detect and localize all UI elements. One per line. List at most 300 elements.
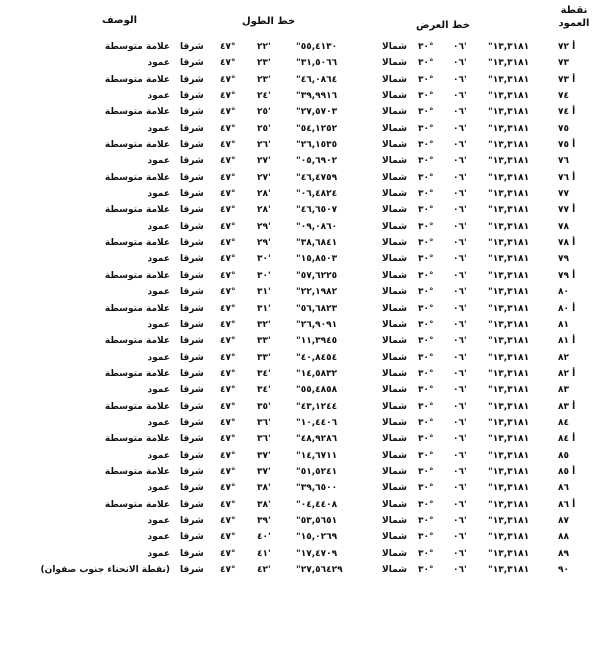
longitude-minutes: ٤١' [257, 548, 271, 559]
latitude-minutes: ٠٦' [453, 74, 467, 85]
latitude-minutes: ٠٦' [453, 336, 467, 347]
latitude-seconds: "١٣,٣١٨١ [488, 287, 530, 298]
longitude-direction: شرقا [180, 221, 204, 232]
latitude-minutes: ٠٦' [453, 42, 467, 52]
longitude-degrees: ٤٧° [220, 499, 236, 510]
latitude-seconds: "١٣,٣١٨١ [488, 107, 530, 118]
latitude-minutes: ٠٦' [453, 303, 467, 314]
point-number: ٨٨ [558, 532, 569, 543]
description: علامة متوسطة [104, 434, 170, 445]
latitude-direction: شمالا [382, 254, 407, 265]
longitude-direction: شرقا [180, 368, 204, 379]
table-row [0, 91, 600, 107]
longitude-degrees: ٤٧° [220, 156, 236, 167]
latitude-seconds: "١٣,٣١٨١ [488, 483, 530, 494]
latitude-minutes: ٠٦' [453, 107, 467, 118]
latitude-seconds: "١٣,٣١٨١ [488, 368, 530, 379]
latitude-direction: شمالا [382, 189, 407, 200]
latitude-minutes: ٠٦' [453, 385, 467, 396]
latitude-seconds: "١٣,٣١٨١ [488, 499, 530, 510]
description: علامة متوسطة [104, 238, 170, 249]
latitude-direction: شمالا [382, 140, 407, 151]
latitude-minutes: ٠٦' [453, 287, 467, 298]
longitude-direction: شرقا [180, 385, 204, 396]
latitude-minutes: ٠٦' [453, 238, 467, 249]
latitude-minutes: ٠٦' [453, 515, 467, 526]
point-number: أ ٧٢ [558, 42, 576, 52]
longitude-direction: شرقا [180, 319, 204, 330]
latitude-degrees: ٣٠° [418, 434, 434, 445]
longitude-degrees: ٤٧° [220, 303, 236, 314]
longitude-degrees: ٤٧° [220, 140, 236, 151]
table-row [0, 549, 600, 565]
table-row [0, 173, 600, 189]
table-row [0, 271, 600, 287]
latitude-direction: شمالا [382, 417, 407, 428]
point-number: ٧٩ [558, 254, 569, 265]
latitude-degrees: ٣٠° [418, 466, 434, 477]
longitude-direction: شرقا [180, 548, 204, 559]
latitude-degrees: ٣٠° [418, 352, 434, 363]
point-number: أ ٧٦ [558, 172, 576, 183]
latitude-degrees: ٣٠° [418, 140, 434, 151]
latitude-direction: شمالا [382, 368, 407, 379]
latitude-seconds: "١٣,٣١٨١ [488, 515, 530, 526]
description: عمود [147, 189, 170, 200]
latitude-degrees: ٣٠° [418, 303, 434, 314]
longitude-minutes: ٢٢' [257, 42, 271, 52]
description: عمود [147, 221, 170, 232]
longitude-seconds: "١٥,٨٥٠٣ [296, 254, 338, 265]
point-number: ٨٢ [558, 352, 569, 363]
longitude-degrees: ٤٧° [220, 58, 236, 69]
latitude-minutes: ٠٦' [453, 140, 467, 151]
description: علامة متوسطة [104, 140, 170, 151]
longitude-degrees: ٤٧° [220, 221, 236, 232]
description: عمود [147, 91, 170, 102]
longitude-direction: شرقا [180, 123, 204, 134]
point-number: أ ٨١ [558, 336, 576, 347]
longitude-seconds: "٢٢,١٩٨٢ [296, 287, 338, 298]
longitude-direction: شرقا [180, 156, 204, 167]
longitude-seconds: "٥٣,٥٦٥١ [296, 515, 338, 526]
latitude-direction: شمالا [382, 319, 407, 330]
latitude-seconds: "١٣,٣١٨١ [488, 303, 530, 314]
longitude-degrees: ٤٧° [220, 74, 236, 85]
latitude-seconds: "١٣,٣١٨١ [488, 466, 530, 477]
latitude-minutes: ٠٦' [453, 499, 467, 510]
table-row [0, 107, 600, 123]
longitude-degrees: ٤٧° [220, 483, 236, 494]
latitude-minutes: ٠٦' [453, 156, 467, 167]
latitude-direction: شمالا [382, 74, 407, 85]
point-number: أ ٨٥ [558, 466, 576, 477]
longitude-seconds: "٥٧,٦٢٢٥ [296, 270, 338, 281]
longitude-degrees: ٤٧° [220, 515, 236, 526]
latitude-direction: شمالا [382, 352, 407, 363]
latitude-seconds: "١٣,٣١٨١ [488, 417, 530, 428]
latitude-degrees: ٣٠° [418, 368, 434, 379]
longitude-minutes: ٣٥' [257, 401, 271, 412]
longitude-seconds: "٠٩,٠٨٦٠ [296, 221, 338, 232]
latitude-minutes: ٠٦' [453, 352, 467, 363]
point-number: ٨٦ [558, 483, 569, 494]
longitude-seconds: "٣٨,٦٨٤١ [296, 238, 338, 249]
table-row [0, 156, 600, 172]
longitude-seconds: "٤٦,٦٥٠٧ [296, 205, 338, 216]
point-number: أ ٧٧ [558, 205, 576, 216]
latitude-seconds: "١٣,٣١٨١ [488, 319, 530, 330]
longitude-seconds: "٢٧,٥٧٠٣ [296, 107, 338, 118]
description: علامة متوسطة [104, 401, 170, 412]
description: عمود [147, 515, 170, 526]
table-row [0, 418, 600, 434]
longitude-minutes: ٣٢' [257, 319, 271, 330]
point-number: أ ٨٠ [558, 303, 576, 314]
longitude-direction: شرقا [180, 238, 204, 249]
coordinates-table [0, 42, 600, 581]
description: علامة متوسطة [104, 172, 170, 183]
table-row [0, 205, 600, 221]
latitude-direction: شمالا [382, 532, 407, 543]
latitude-minutes: ٠٦' [453, 466, 467, 477]
latitude-seconds: "١٣,٣١٨١ [488, 401, 530, 412]
longitude-direction: شرقا [180, 189, 204, 200]
longitude-degrees: ٤٧° [220, 417, 236, 428]
latitude-direction: شمالا [382, 450, 407, 461]
table-row [0, 402, 600, 418]
longitude-degrees: ٤٧° [220, 319, 236, 330]
latitude-seconds: "١٣,٣١٨١ [488, 532, 530, 543]
latitude-degrees: ٣٠° [418, 548, 434, 559]
latitude-direction: شمالا [382, 156, 407, 167]
longitude-seconds: "٤٦,٠٨٦٤ [296, 74, 338, 85]
table-row [0, 451, 600, 467]
longitude-minutes: ٣٦' [257, 434, 271, 445]
description: عمود [147, 58, 170, 69]
longitude-seconds: "٥٥,٤٨٥٨ [296, 385, 338, 396]
latitude-direction: شمالا [382, 515, 407, 526]
description: عمود [147, 450, 170, 461]
longitude-degrees: ٤٧° [220, 270, 236, 281]
latitude-seconds: "١٣,٣١٨١ [488, 565, 530, 575]
description: علامة متوسطة [104, 107, 170, 118]
latitude-degrees: ٣٠° [418, 189, 434, 200]
longitude-direction: شرقا [180, 107, 204, 118]
longitude-degrees: ٤٧° [220, 532, 236, 543]
table-row [0, 58, 600, 74]
longitude-seconds: "٣١,٥٠٦٦ [296, 58, 338, 69]
longitude-degrees: ٤٧° [220, 287, 236, 298]
description: عمود [147, 156, 170, 167]
description: عمود [147, 385, 170, 396]
longitude-direction: شرقا [180, 303, 204, 314]
longitude-minutes: ٣٧' [257, 466, 271, 477]
latitude-minutes: ٠٦' [453, 254, 467, 265]
point-number: أ ٨٦ [558, 499, 576, 510]
latitude-direction: شمالا [382, 42, 407, 52]
longitude-degrees: ٤٧° [220, 548, 236, 559]
table-row [0, 320, 600, 336]
latitude-direction: شمالا [382, 123, 407, 134]
longitude-minutes: ٣٧' [257, 450, 271, 461]
longitude-degrees: ٤٧° [220, 450, 236, 461]
longitude-minutes: ٢٣' [257, 74, 271, 85]
longitude-seconds: "٥٥,٤١٣٠ [296, 42, 338, 52]
latitude-degrees: ٣٠° [418, 385, 434, 396]
longitude-minutes: ٢٣' [257, 58, 271, 69]
longitude-direction: شرقا [180, 42, 204, 52]
longitude-direction: شرقا [180, 91, 204, 102]
table-row [0, 304, 600, 320]
longitude-minutes: ٣٦' [257, 417, 271, 428]
table-row [0, 254, 600, 270]
longitude-minutes: ٣٤' [257, 385, 271, 396]
longitude-degrees: ٤٧° [220, 336, 236, 347]
longitude-seconds: "٠٦,٤٨٢٤ [296, 189, 338, 200]
latitude-direction: شمالا [382, 499, 407, 510]
longitude-seconds: "٢٦,٩٠٩١ [296, 319, 338, 330]
latitude-degrees: ٣٠° [418, 565, 434, 575]
longitude-minutes: ٣٠' [257, 254, 271, 265]
longitude-minutes: ٢٨' [257, 189, 271, 200]
longitude-seconds: "٠٥,٦٩٠٢ [296, 156, 338, 167]
latitude-direction: شمالا [382, 58, 407, 69]
longitude-degrees: ٤٧° [220, 205, 236, 216]
latitude-seconds: "١٣,٣١٨١ [488, 336, 530, 347]
latitude-direction: شمالا [382, 107, 407, 118]
latitude-minutes: ٠٦' [453, 565, 467, 575]
longitude-seconds: "١٧,٤٧٠٩ [296, 548, 338, 559]
latitude-degrees: ٣٠° [418, 515, 434, 526]
longitude-minutes: ٢٨' [257, 205, 271, 216]
latitude-seconds: "١٣,٣١٨١ [488, 434, 530, 445]
latitude-direction: شمالا [382, 287, 407, 298]
point-number: ٨٧ [558, 515, 569, 526]
longitude-seconds: "١٥,٠٢٦٩ [296, 532, 338, 543]
description: علامة متوسطة [104, 205, 170, 216]
latitude-degrees: ٣٠° [418, 270, 434, 281]
latitude-minutes: ٠٦' [453, 450, 467, 461]
latitude-seconds: "١٣,٣١٨١ [488, 385, 530, 396]
longitude-direction: شرقا [180, 483, 204, 494]
longitude-seconds: "٤٦,٤٧٥٩ [296, 172, 338, 183]
longitude-degrees: ٤٧° [220, 172, 236, 183]
table-row [0, 287, 600, 303]
longitude-seconds: "٥٤,١٢٥٢ [296, 123, 338, 134]
longitude-minutes: ٣٣' [257, 352, 271, 363]
latitude-minutes: ٠٦' [453, 532, 467, 543]
longitude-degrees: ٤٧° [220, 42, 236, 52]
longitude-minutes: ٤٢' [257, 565, 271, 575]
longitude-direction: شرقا [180, 74, 204, 85]
longitude-direction: شرقا [180, 172, 204, 183]
longitude-seconds: "١٠,٤٤٠٦ [296, 417, 338, 428]
header-latitude: خط العرض [416, 20, 470, 31]
latitude-direction: شمالا [382, 548, 407, 559]
point-number: أ ٨٣ [558, 401, 576, 412]
point-number: أ ٧٩ [558, 270, 576, 281]
longitude-direction: شرقا [180, 532, 204, 543]
longitude-seconds: "٣٩,٩٩١٦ [296, 91, 338, 102]
longitude-direction: شرقا [180, 417, 204, 428]
latitude-direction: شمالا [382, 221, 407, 232]
latitude-direction: شمالا [382, 434, 407, 445]
description: علامة متوسطة [104, 368, 170, 379]
latitude-degrees: ٣٠° [418, 532, 434, 543]
longitude-minutes: ٣٣' [257, 336, 271, 347]
description: عمود [147, 417, 170, 428]
latitude-degrees: ٣٠° [418, 156, 434, 167]
latitude-direction: شمالا [382, 172, 407, 183]
description: عمود [147, 352, 170, 363]
latitude-degrees: ٣٠° [418, 417, 434, 428]
point-number: ٧٤ [558, 91, 569, 102]
longitude-direction: شرقا [180, 434, 204, 445]
description: (نقطة الانحناء جنوب صفوان) [40, 565, 170, 575]
point-number: ٧٧ [558, 189, 569, 200]
description: علامة متوسطة [104, 336, 170, 347]
latitude-degrees: ٣٠° [418, 42, 434, 52]
latitude-seconds: "١٣,٣١٨١ [488, 254, 530, 265]
longitude-seconds: "٢٧,٥٦٤٢٩ [296, 565, 343, 575]
header-description: الوصف [102, 15, 138, 26]
description: علامة متوسطة [104, 270, 170, 281]
longitude-minutes: ٣٠' [257, 270, 271, 281]
longitude-minutes: ٢٥' [257, 107, 271, 118]
longitude-direction: شرقا [180, 58, 204, 69]
latitude-direction: شمالا [382, 565, 407, 575]
header-point-line2: العمود [558, 18, 590, 29]
latitude-minutes: ٠٦' [453, 221, 467, 232]
longitude-minutes: ٣٤' [257, 368, 271, 379]
latitude-direction: شمالا [382, 401, 407, 412]
table-row [0, 565, 600, 581]
point-number: ٨٥ [558, 450, 569, 461]
longitude-degrees: ٤٧° [220, 254, 236, 265]
latitude-degrees: ٣٠° [418, 91, 434, 102]
table-row [0, 353, 600, 369]
latitude-minutes: ٠٦' [453, 189, 467, 200]
point-number: ٧٦ [558, 156, 569, 167]
longitude-minutes: ٤٠' [257, 532, 271, 543]
description: عمود [147, 319, 170, 330]
point-number: أ ٨٢ [558, 368, 576, 379]
latitude-degrees: ٣٠° [418, 450, 434, 461]
latitude-minutes: ٠٦' [453, 401, 467, 412]
longitude-degrees: ٤٧° [220, 565, 236, 575]
latitude-minutes: ٠٦' [453, 548, 467, 559]
latitude-degrees: ٣٠° [418, 319, 434, 330]
latitude-seconds: "١٣,٣١٨١ [488, 172, 530, 183]
longitude-direction: شرقا [180, 401, 204, 412]
latitude-seconds: "١٣,٣١٨١ [488, 91, 530, 102]
header-point-line1: نقطة [560, 5, 588, 16]
longitude-degrees: ٤٧° [220, 385, 236, 396]
longitude-direction: شرقا [180, 205, 204, 216]
point-number: أ ٧٤ [558, 107, 576, 118]
latitude-degrees: ٣٠° [418, 254, 434, 265]
table-row [0, 42, 600, 58]
longitude-direction: شرقا [180, 515, 204, 526]
latitude-seconds: "١٣,٣١٨١ [488, 140, 530, 151]
latitude-seconds: "١٣,٣١٨١ [488, 352, 530, 363]
latitude-direction: شمالا [382, 91, 407, 102]
latitude-minutes: ٠٦' [453, 172, 467, 183]
longitude-seconds: "٤٣,١٢٤٤ [296, 401, 338, 412]
point-number: ٧٥ [558, 123, 569, 134]
point-number: أ ٧٥ [558, 140, 576, 151]
latitude-minutes: ٠٦' [453, 270, 467, 281]
longitude-seconds: "٣٩,٦٥٠٠ [296, 483, 338, 494]
table-row [0, 532, 600, 548]
longitude-seconds: "١٤,٦٧١١ [296, 450, 338, 461]
longitude-direction: شرقا [180, 352, 204, 363]
longitude-minutes: ٣١' [257, 303, 271, 314]
description: عمود [147, 287, 170, 298]
point-number: ٨٤ [558, 417, 569, 428]
longitude-seconds: "٤٨,٩٢٨٦ [296, 434, 338, 445]
table-row [0, 467, 600, 483]
description: عمود [147, 483, 170, 494]
description: عمود [147, 254, 170, 265]
latitude-degrees: ٣٠° [418, 499, 434, 510]
latitude-minutes: ٠٦' [453, 205, 467, 216]
latitude-minutes: ٠٦' [453, 368, 467, 379]
point-number: ٨٣ [558, 385, 569, 396]
longitude-degrees: ٤٧° [220, 352, 236, 363]
table-row [0, 516, 600, 532]
latitude-seconds: "١٣,٣١٨١ [488, 238, 530, 249]
description: علامة متوسطة [104, 499, 170, 510]
longitude-direction: شرقا [180, 336, 204, 347]
point-number: ٨٩ [558, 548, 569, 559]
latitude-minutes: ٠٦' [453, 91, 467, 102]
description: علامة متوسطة [104, 74, 170, 85]
latitude-degrees: ٣٠° [418, 123, 434, 134]
table-row [0, 369, 600, 385]
latitude-degrees: ٣٠° [418, 483, 434, 494]
latitude-direction: شمالا [382, 270, 407, 281]
longitude-minutes: ٢٤' [257, 91, 271, 102]
latitude-minutes: ٠٦' [453, 123, 467, 134]
table-row [0, 238, 600, 254]
longitude-degrees: ٤٧° [220, 466, 236, 477]
longitude-minutes: ٣١' [257, 287, 271, 298]
latitude-degrees: ٣٠° [418, 58, 434, 69]
table-row [0, 124, 600, 140]
table-row [0, 189, 600, 205]
latitude-direction: شمالا [382, 466, 407, 477]
latitude-seconds: "١٣,٣١٨١ [488, 548, 530, 559]
longitude-degrees: ٤٧° [220, 189, 236, 200]
longitude-minutes: ٢٥' [257, 123, 271, 134]
description: عمود [147, 532, 170, 543]
latitude-minutes: ٠٦' [453, 434, 467, 445]
longitude-direction: شرقا [180, 270, 204, 281]
table-row [0, 385, 600, 401]
longitude-direction: شرقا [180, 499, 204, 510]
description: عمود [147, 548, 170, 559]
description: عمود [147, 123, 170, 134]
longitude-degrees: ٤٧° [220, 107, 236, 118]
latitude-degrees: ٣٠° [418, 238, 434, 249]
latitude-degrees: ٣٠° [418, 221, 434, 232]
point-number: ٨٠ [558, 287, 569, 298]
latitude-seconds: "١٣,٣١٨١ [488, 123, 530, 134]
longitude-seconds: "١٤,٥٨٣٢ [296, 368, 338, 379]
longitude-seconds: "٢٦,١٥٣٥ [296, 140, 338, 151]
